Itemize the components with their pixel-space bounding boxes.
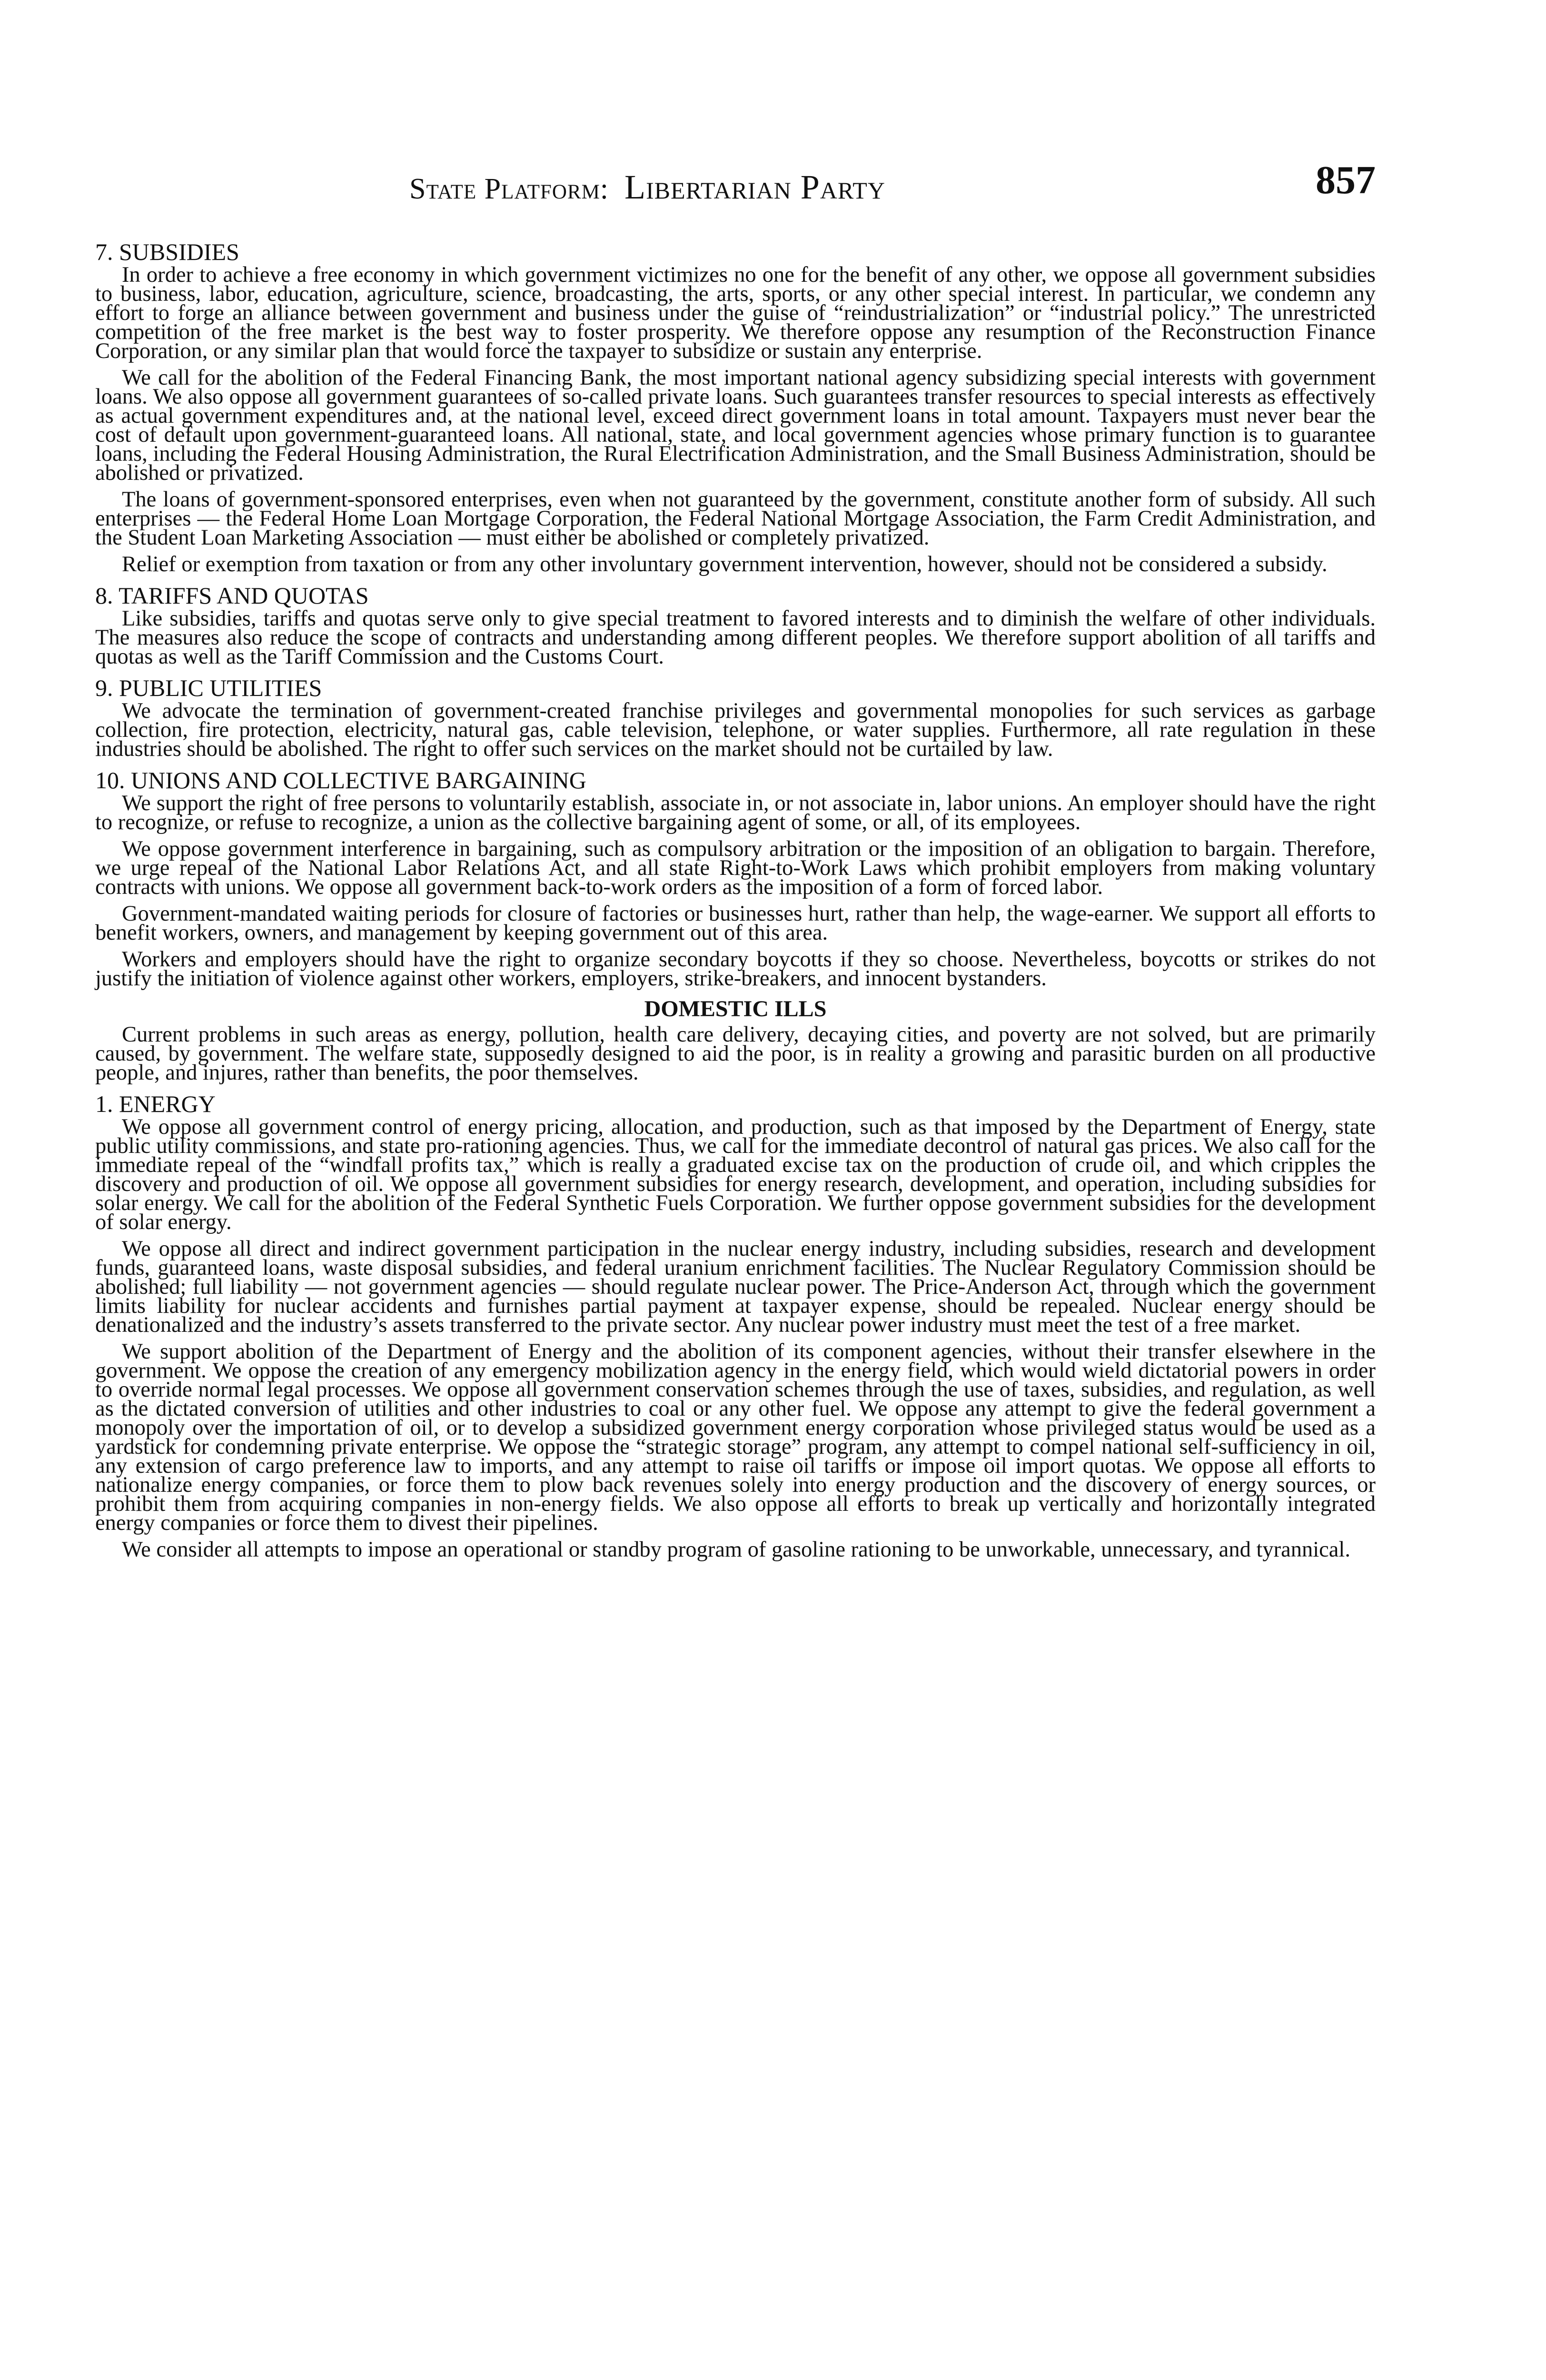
paragraph: Relief or exemption from taxation or from any other involuntary government intervention, however, should not be considered a subsidy. [122,552,1328,576]
section-unions [95,766,1376,991]
page-number: 857 [1316,158,1376,202]
paragraph: We consider all attempts to impose an operational or standby program of gasoline rationing to be unworkable, unnecessary, and tyrannical. [122,1537,1350,1562]
section-heading: 10. UNIONS AND COLLECTIVE BARGAINING [95,767,586,793]
paragraph: Current problems in such areas as energy, pollution, health care delivery, decaying cities, and poverty are not solved, but are primarily caused, by government. The welfare state, supposedly designed to aid the poor, is in reality a growing and parasitic burden on all productive people, and injures, rather than benefits, the poor themselves. [95,1022,1376,1085]
paragraph: Workers and employers should have the right to organize secondary boycotts if they so choose. Nevertheless, boycotts or strikes do not justify the initiation of violence against other workers, employers, strike-breakers, and innocent bystanders. [95,947,1376,991]
section-heading: 1. ENERGY [95,1091,216,1117]
paragraph: Like subsidies, tariffs and quotas serve only to give special treatment to favored interests and to diminish the welfare of other individuals. The measures also reduce the scope of contracts and understanding among different peoples. We therefore support abolition of all tariffs and quotas as well as the Tariff Commission and the Customs Court. [95,606,1376,669]
section-tariffs [95,582,1376,669]
running-title-part1: State Platform: [409,173,609,205]
paragraph: We support abolition of the Department of Energy and the abolition of its component agencies, without their transfer elsewhere in the government. We oppose the creation of any emergency mobilization agency in the energy field, which would wield dictatorial powers in order to override normal legal processes. We oppose all government conservation schemes through the use of taxes, subsidies, and regulation, as well as the dictated conversion of utilities and other industries to coal or any other fuel. We oppose any attempt to give the federal government a monopoly over the importation of oil, or to develop a subsidized government energy corporation whose privileged status would be used as a yardstick for condemning private enterprise. We oppose the “strategic storage” program, any attempt to compel national self-sufficiency in oil, any extension of cargo preference law to imports, and any attempt to raise oil tariffs or impose oil import quotas. We oppose all efforts to nationalize energy companies, or force them to plow back revenues solely into energy production and the discovery of energy sources, or prohibit them from acquiring companies in non-energy fields. We also oppose all efforts to break up vertically and horizontally integrated energy companies or force them to divest their pipelines. [95,1339,1376,1535]
section-heading: 9. PUBLIC UTILITIES [95,674,322,701]
paragraph: Government-mandated waiting periods for closure of factories or businesses hurt, rather than help, the wage-earner. We support all efforts to benefit workers, owners, and management by keeping government out of this area. [95,902,1376,945]
chapter-heading: DOMESTIC ILLS [644,996,827,1021]
paragraph: We support the right of free persons to voluntarily establish, associate in, or not associate in, labor unions. An employer should have the right to recognize, or refuse to recognize, a union as the collective bargaining agent of some, or all, of its employees. [95,791,1376,834]
paragraph: In order to achieve a free economy in which government victimizes no one for the benefit of any other, we oppose all government subsidies to business, labor, education, agriculture, science, broadcasting, the arts, sports, or any other special interest. In particular, we condemn any effort to forge an alliance between government and business under the guise of “reindustrialization” or “industrial policy.” The unrestricted competition of the free market is the best way to foster prosperity. We therefore oppose any resumption of the Reconstruction Finance Corporation, or any similar plan that would force the taxpayer to subsidize or sustain any enterprise. [95,263,1376,363]
paragraph: The loans of government-sponsored enterprises, even when not guaranteed by the government, constitute another form of subsidy. All such enterprises — the Federal Home Loan Mortgage Corporation, the Federal National Mortgage Association, the Farm Credit Administration, and the Student Loan Marketing Association — must either be abolished or completely privatized. [95,487,1376,550]
section-subsidies [95,238,1376,574]
running-title-part2: Libertarian Party [624,168,885,206]
paragraph: We advocate the termination of government-created franchise privileges and governmental monopolies for such services as garbage collection, fire protection, electricity, natural gas, cable television, telephone, or water supplies. Furthermore, all rate regulation in these industries should be abolished. The right to offer such services on the market should not be curtailed by law. [95,699,1376,761]
paragraph: We oppose government interference in bargaining, such as compulsory arbitration or the imposition of an obligation to bargain. Therefore, we urge repeal of the National Labor Relations Act, and all state Right-to-Work Laws which prohibit employers from making voluntary contracts with unions. We oppose all government back-to-work orders as the imposition of a form of forced labor. [95,837,1376,899]
running-title [409,168,885,207]
paragraph: We call for the abolition of the Federal Financing Bank, the most important national agency subsidizing special interests with government loans. We also oppose all government guarantees of so-called private loans. Such guarantees transfer resources to special interests as effectively as actual government expenditures and, at the national level, exceed direct government loans in total amount. Taxpayers must never bear the cost of default upon government-guaranteed loans. All national, state, and local government agencies whose primary function is to guarantee loans, including the Federal Housing Administration, the Rural Electrification Administration, and the Small Business Administration, should be abolished or privatized. [95,366,1376,485]
section-energy [95,1090,1376,1562]
section-domestic-ills [95,996,1376,1085]
running-head [95,157,1376,209]
section-public-utilities [95,674,1376,759]
page [95,157,1376,1567]
section-heading: 7. SUBSIDIES [95,238,239,265]
section-heading: 8. TARIFFS AND QUOTAS [95,582,369,609]
paragraph: We oppose all direct and indirect government participation in the nuclear energy industry, including subsidies, research and development funds, guaranteed loans, waste disposal subsidies, and federal uranium enrichment facilities. The Nuclear Regulatory Commission should be abolished; full liability — not government agencies — should regulate nuclear power. The Price-Anderson Act, through which the government limits liability for nuclear accidents and furnishes partial payment at taxpayer expense, should be repealed. Nuclear energy should be denationalized and the industry’s assets transferred to the private sector. Any nuclear power industry must meet the test of a free market. [95,1237,1376,1337]
paragraph: We oppose all government control of energy pricing, allocation, and production, such as that imposed by the Department of Energy, state public utility commissions, and state pro-rationing agencies. Thus, we call for the immediate decontrol of natural gas prices. We also call for the immediate repeal of the “windfall profits tax,” which is really a graduated excise tax on the production of crude oil, and which cripples the discovery and production of oil. We oppose all government subsidies for energy research, development, and operation, including subsidies for solar energy. We call for the abolition of the Federal Synthetic Fuels Corporation. We further oppose government subsidies for the development of solar energy. [95,1115,1376,1234]
